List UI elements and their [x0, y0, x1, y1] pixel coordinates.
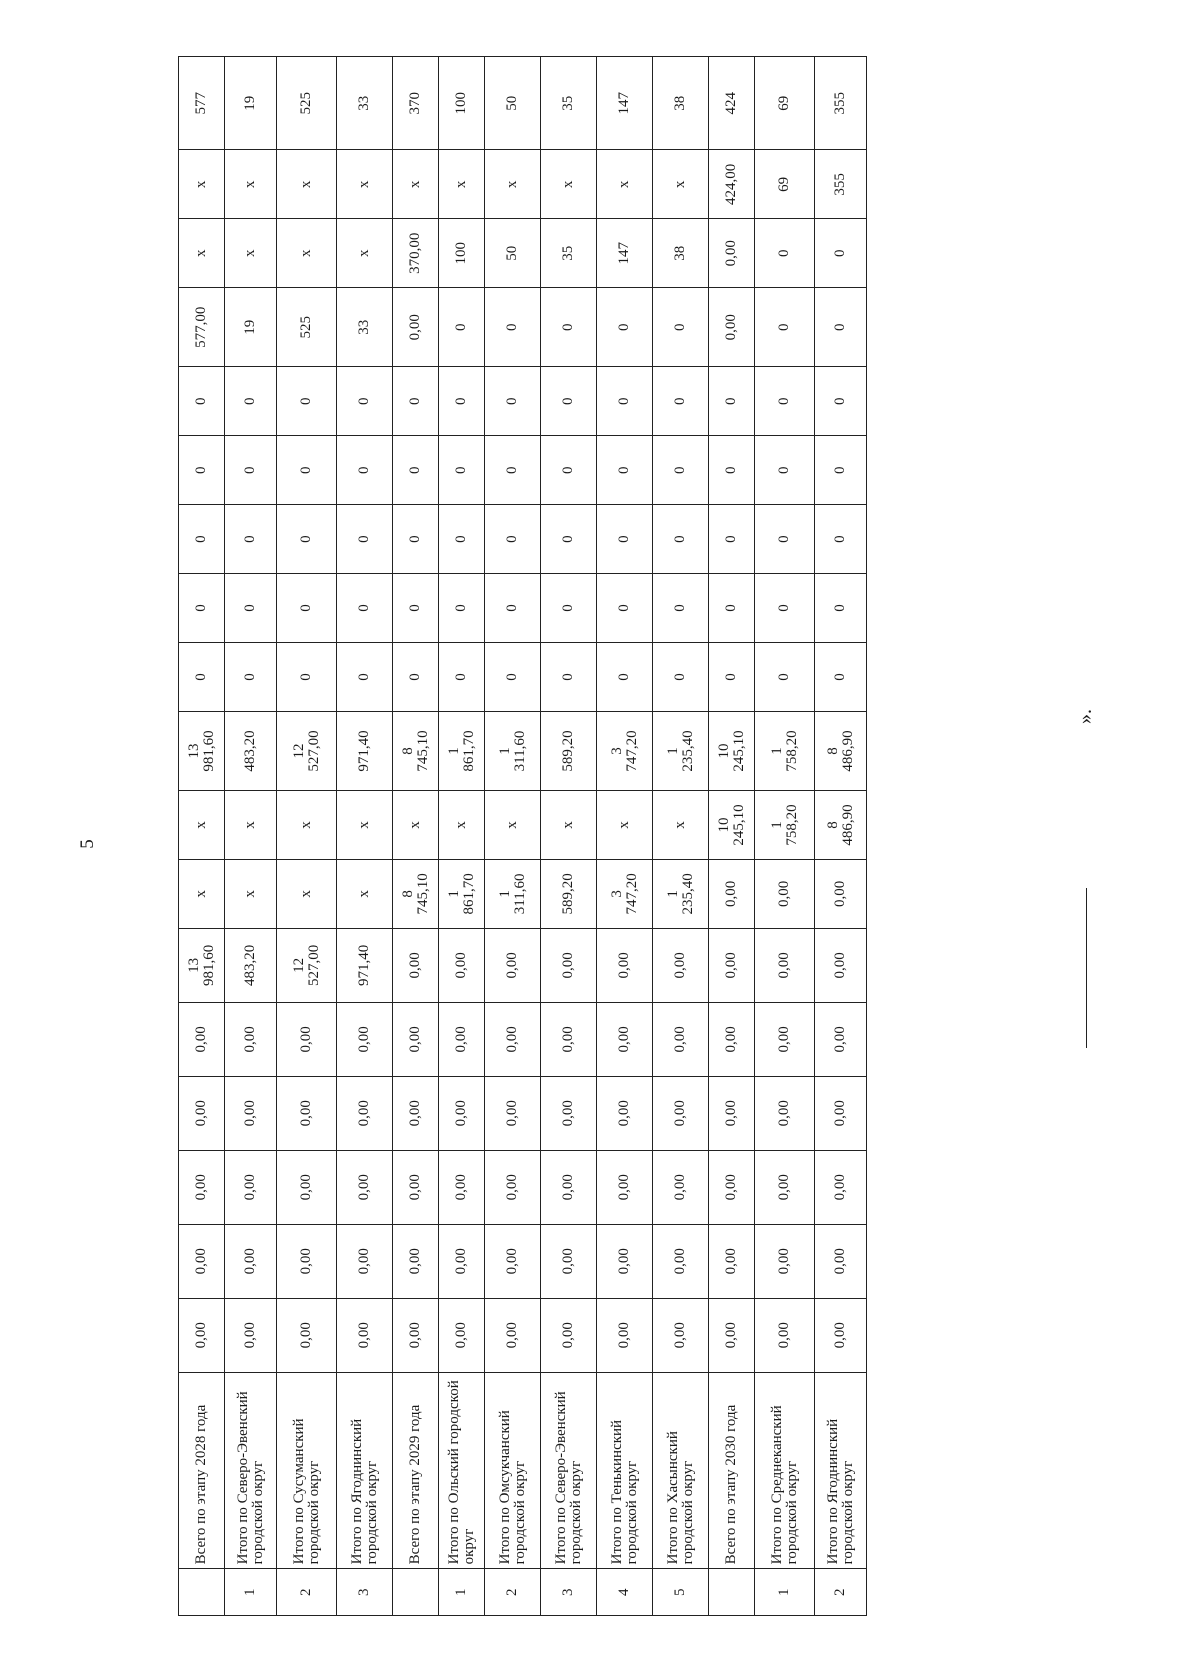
- value-cell: 0: [755, 219, 815, 288]
- table-row: [337, 57, 393, 1616]
- value-cell: 355: [815, 57, 867, 150]
- data-table: [178, 56, 867, 1616]
- value-cell: 0,00: [337, 1002, 393, 1076]
- row-name-cell: Всего по этапу 2028 года: [179, 1372, 225, 1569]
- value-cell: 0,00: [225, 1002, 277, 1076]
- value-cell: 0,00: [653, 1224, 709, 1298]
- value-cell: 10 245,10: [709, 711, 755, 790]
- value-cell: 0: [541, 643, 597, 712]
- row-index-cell: 2: [815, 1569, 867, 1616]
- value-cell: 0: [597, 643, 653, 712]
- value-cell: 0,00: [337, 1150, 393, 1224]
- value-cell: 1 311,60: [485, 859, 541, 928]
- value-cell: 0,00: [393, 1076, 439, 1150]
- value-cell: 0,00: [225, 1224, 277, 1298]
- value-cell: x: [485, 150, 541, 219]
- value-cell: x: [225, 150, 277, 219]
- value-cell: 0: [815, 436, 867, 505]
- value-cell: 0,00: [179, 1150, 225, 1224]
- value-cell: 0: [541, 436, 597, 505]
- value-cell: 0: [225, 643, 277, 712]
- value-cell: 8 745,10: [393, 859, 439, 928]
- value-cell: 0,00: [393, 1002, 439, 1076]
- value-cell: 0: [337, 436, 393, 505]
- value-cell: 0: [393, 505, 439, 574]
- value-cell: 0,00: [815, 1076, 867, 1150]
- value-cell: 147: [597, 219, 653, 288]
- value-cell: 0,00: [709, 219, 755, 288]
- value-cell: 0,00: [179, 1076, 225, 1150]
- value-cell: 0,00: [439, 1224, 485, 1298]
- value-cell: 0: [485, 505, 541, 574]
- value-cell: 424,00: [709, 150, 755, 219]
- value-cell: 483,20: [225, 711, 277, 790]
- value-cell: x: [179, 859, 225, 928]
- value-cell: 100: [439, 57, 485, 150]
- value-cell: 0,00: [439, 928, 485, 1002]
- table-body: [179, 57, 867, 1616]
- value-cell: 0,00: [541, 1002, 597, 1076]
- value-cell: 0: [439, 643, 485, 712]
- value-cell: 1 235,40: [653, 859, 709, 928]
- page-number: 5: [77, 839, 98, 849]
- value-cell: x: [439, 790, 485, 859]
- value-cell: 0: [277, 574, 337, 643]
- value-cell: 0,00: [653, 928, 709, 1002]
- value-cell: 0,00: [393, 1298, 439, 1372]
- value-cell: 0,00: [755, 1002, 815, 1076]
- value-cell: 0: [393, 574, 439, 643]
- value-cell: 0,00: [485, 1150, 541, 1224]
- value-cell: x: [597, 790, 653, 859]
- value-cell: 355: [815, 150, 867, 219]
- value-cell: 0: [709, 643, 755, 712]
- value-cell: 0,00: [439, 1076, 485, 1150]
- value-cell: 0,00: [337, 1298, 393, 1372]
- row-index-cell: [709, 1569, 755, 1616]
- row-name-cell: Итого по Сусуманский городской округ: [277, 1372, 337, 1569]
- value-cell: 0: [439, 288, 485, 367]
- row-index-cell: 1: [755, 1569, 815, 1616]
- value-cell: 0: [653, 505, 709, 574]
- value-cell: 525: [277, 288, 337, 367]
- row-index-cell: [393, 1569, 439, 1616]
- value-cell: 0: [485, 367, 541, 436]
- closing-quote: ».: [1074, 709, 1096, 724]
- value-cell: x: [277, 790, 337, 859]
- table-row: [179, 57, 225, 1616]
- value-cell: 0: [439, 574, 485, 643]
- value-cell: 13 981,60: [179, 928, 225, 1002]
- value-cell: x: [597, 150, 653, 219]
- value-cell: 19: [225, 57, 277, 150]
- value-cell: 13 981,60: [179, 711, 225, 790]
- row-index-cell: 1: [439, 1569, 485, 1616]
- value-cell: 0,00: [541, 1298, 597, 1372]
- value-cell: 33: [337, 288, 393, 367]
- value-cell: 0: [179, 436, 225, 505]
- value-cell: 0: [597, 505, 653, 574]
- value-cell: 0: [179, 643, 225, 712]
- value-cell: x: [277, 859, 337, 928]
- value-cell: 0,00: [337, 1224, 393, 1298]
- value-cell: 0: [225, 436, 277, 505]
- value-cell: 0: [225, 574, 277, 643]
- value-cell: 0: [597, 288, 653, 367]
- value-cell: x: [653, 790, 709, 859]
- value-cell: 0,00: [597, 1150, 653, 1224]
- value-cell: x: [337, 790, 393, 859]
- value-cell: 0: [225, 367, 277, 436]
- value-cell: 0: [337, 367, 393, 436]
- value-cell: 0,00: [541, 1150, 597, 1224]
- value-cell: 0,00: [439, 1002, 485, 1076]
- value-cell: 0: [393, 436, 439, 505]
- value-cell: 971,40: [337, 928, 393, 1002]
- row-name-cell: Всего по этапу 2030 года: [709, 1372, 755, 1569]
- value-cell: 370,00: [393, 219, 439, 288]
- table-row: [541, 57, 597, 1616]
- row-name-cell: Итого по Северо-Эвенский городской округ: [225, 1372, 277, 1569]
- value-cell: 12 527,00: [277, 928, 337, 1002]
- value-cell: 0,00: [653, 1298, 709, 1372]
- value-cell: x: [653, 150, 709, 219]
- value-cell: 0,00: [815, 928, 867, 1002]
- row-name-cell: Итого по Ольский городской округ: [439, 1372, 485, 1569]
- value-cell: 0: [393, 643, 439, 712]
- value-cell: 0,00: [709, 1076, 755, 1150]
- value-cell: 0,00: [439, 1150, 485, 1224]
- value-cell: 0: [337, 574, 393, 643]
- value-cell: 0,00: [815, 1298, 867, 1372]
- value-cell: 0,00: [485, 928, 541, 1002]
- value-cell: 35: [541, 57, 597, 150]
- value-cell: 0,00: [597, 928, 653, 1002]
- value-cell: 0: [815, 288, 867, 367]
- value-cell: 0,00: [755, 1298, 815, 1372]
- row-name-cell: Итого по Омсукчанский городской округ: [485, 1372, 541, 1569]
- value-cell: 577,00: [179, 288, 225, 367]
- value-cell: 0,00: [277, 1298, 337, 1372]
- value-cell: 0: [277, 436, 337, 505]
- value-cell: 0: [439, 436, 485, 505]
- value-cell: 33: [337, 57, 393, 150]
- value-cell: 1 861,70: [439, 859, 485, 928]
- table-row: [597, 57, 653, 1616]
- rotated-table-container: [178, 56, 867, 1616]
- value-cell: 100: [439, 219, 485, 288]
- row-name-cell: Итого по Хасынский городской округ: [653, 1372, 709, 1569]
- row-index-cell: 2: [277, 1569, 337, 1616]
- value-cell: x: [179, 790, 225, 859]
- value-cell: 0,00: [709, 1224, 755, 1298]
- value-cell: 0,00: [393, 288, 439, 367]
- value-cell: 69: [755, 150, 815, 219]
- value-cell: 35: [541, 219, 597, 288]
- value-cell: 0: [277, 505, 337, 574]
- value-cell: 0,00: [485, 1076, 541, 1150]
- row-index-cell: 2: [485, 1569, 541, 1616]
- value-cell: 0: [541, 288, 597, 367]
- value-cell: 0: [485, 436, 541, 505]
- value-cell: 971,40: [337, 711, 393, 790]
- value-cell: 0,00: [439, 1298, 485, 1372]
- value-cell: 0: [709, 436, 755, 505]
- value-cell: x: [337, 859, 393, 928]
- value-cell: 0: [709, 367, 755, 436]
- value-cell: 0,00: [179, 1224, 225, 1298]
- value-cell: 0: [485, 288, 541, 367]
- value-cell: 0: [709, 505, 755, 574]
- value-cell: 0: [439, 505, 485, 574]
- value-cell: 1 235,40: [653, 711, 709, 790]
- value-cell: 0: [225, 505, 277, 574]
- table-row: [709, 57, 755, 1616]
- value-cell: 0: [755, 288, 815, 367]
- table-row: [755, 57, 815, 1616]
- table-row: [815, 57, 867, 1616]
- value-cell: x: [225, 859, 277, 928]
- value-cell: x: [179, 219, 225, 288]
- value-cell: 0: [337, 505, 393, 574]
- value-cell: 0,00: [709, 1150, 755, 1224]
- value-cell: 0: [709, 574, 755, 643]
- row-index-cell: 3: [337, 1569, 393, 1616]
- value-cell: 0,00: [709, 928, 755, 1002]
- value-cell: 0,00: [653, 1076, 709, 1150]
- value-cell: 0: [815, 367, 867, 436]
- value-cell: 8 745,10: [393, 711, 439, 790]
- value-cell: 0: [485, 574, 541, 643]
- value-cell: x: [225, 790, 277, 859]
- value-cell: 0,00: [815, 1224, 867, 1298]
- value-cell: 0: [653, 574, 709, 643]
- value-cell: 0,00: [277, 1150, 337, 1224]
- value-cell: 0: [653, 643, 709, 712]
- value-cell: 483,20: [225, 928, 277, 1002]
- value-cell: 19: [225, 288, 277, 367]
- value-cell: 0,00: [597, 1224, 653, 1298]
- value-cell: 0,00: [179, 1298, 225, 1372]
- row-index-cell: 4: [597, 1569, 653, 1616]
- value-cell: 147: [597, 57, 653, 150]
- row-index-cell: 3: [541, 1569, 597, 1616]
- value-cell: 12 527,00: [277, 711, 337, 790]
- value-cell: x: [393, 790, 439, 859]
- value-cell: 0: [815, 643, 867, 712]
- value-cell: 0,00: [485, 1224, 541, 1298]
- value-cell: x: [337, 219, 393, 288]
- value-cell: 0: [653, 288, 709, 367]
- value-cell: 589,20: [541, 711, 597, 790]
- value-cell: 0,00: [709, 1298, 755, 1372]
- value-cell: 0,00: [485, 1002, 541, 1076]
- value-cell: 0: [179, 574, 225, 643]
- row-name-cell: Итого по Тенькинский городской округ: [597, 1372, 653, 1569]
- value-cell: 0,00: [815, 859, 867, 928]
- value-cell: 0,00: [277, 1076, 337, 1150]
- table-row: [393, 57, 439, 1616]
- table-row: [225, 57, 277, 1616]
- value-cell: 38: [653, 219, 709, 288]
- value-cell: 589,20: [541, 859, 597, 928]
- value-cell: 0,00: [277, 1002, 337, 1076]
- value-cell: 0: [179, 367, 225, 436]
- value-cell: 370: [393, 57, 439, 150]
- value-cell: 0,00: [393, 928, 439, 1002]
- row-name-cell: Всего по этапу 2029 года: [393, 1372, 439, 1569]
- table-row: [485, 57, 541, 1616]
- value-cell: 0,00: [225, 1076, 277, 1150]
- value-cell: 0: [755, 367, 815, 436]
- value-cell: 0: [439, 367, 485, 436]
- value-cell: 0: [179, 505, 225, 574]
- value-cell: 0,00: [653, 1002, 709, 1076]
- value-cell: x: [541, 790, 597, 859]
- value-cell: x: [485, 790, 541, 859]
- value-cell: 0: [597, 367, 653, 436]
- value-cell: 0,00: [597, 1002, 653, 1076]
- value-cell: 0,00: [541, 1224, 597, 1298]
- closing-rule: [1086, 888, 1087, 1048]
- value-cell: 0: [815, 505, 867, 574]
- value-cell: x: [337, 150, 393, 219]
- value-cell: 38: [653, 57, 709, 150]
- value-cell: 0: [653, 436, 709, 505]
- value-cell: 0: [337, 643, 393, 712]
- row-name-cell: Итого по Ягоднинский городской округ: [815, 1372, 867, 1569]
- value-cell: 1 311,60: [485, 711, 541, 790]
- value-cell: 0: [277, 643, 337, 712]
- value-cell: 0: [755, 436, 815, 505]
- value-cell: 0,00: [755, 1076, 815, 1150]
- value-cell: 0: [541, 367, 597, 436]
- value-cell: 0,00: [709, 288, 755, 367]
- value-cell: 0,00: [393, 1150, 439, 1224]
- value-cell: 8 486,90: [815, 790, 867, 859]
- value-cell: 0,00: [815, 1150, 867, 1224]
- value-cell: 0: [277, 367, 337, 436]
- value-cell: x: [277, 219, 337, 288]
- value-cell: 0,00: [597, 1076, 653, 1150]
- value-cell: x: [439, 150, 485, 219]
- value-cell: 0: [597, 574, 653, 643]
- table-row: [653, 57, 709, 1616]
- row-index-cell: 5: [653, 1569, 709, 1616]
- value-cell: x: [277, 150, 337, 219]
- value-cell: 0,00: [337, 1076, 393, 1150]
- value-cell: 3 747,20: [597, 711, 653, 790]
- value-cell: 0,00: [541, 928, 597, 1002]
- value-cell: 0,00: [277, 1224, 337, 1298]
- value-cell: 0,00: [225, 1150, 277, 1224]
- row-name-cell: Итого по Северо-Эвенский городской округ: [541, 1372, 597, 1569]
- value-cell: 69: [755, 57, 815, 150]
- value-cell: 1 758,20: [755, 790, 815, 859]
- value-cell: 3 747,20: [597, 859, 653, 928]
- value-cell: 0: [541, 574, 597, 643]
- value-cell: 50: [485, 219, 541, 288]
- value-cell: 0,00: [815, 1002, 867, 1076]
- value-cell: 0: [815, 574, 867, 643]
- value-cell: 0: [485, 643, 541, 712]
- value-cell: 0: [541, 505, 597, 574]
- value-cell: 50: [485, 57, 541, 150]
- value-cell: 0: [755, 574, 815, 643]
- value-cell: x: [179, 150, 225, 219]
- value-cell: 0,00: [709, 859, 755, 928]
- value-cell: 0,00: [755, 928, 815, 1002]
- value-cell: 8 486,90: [815, 711, 867, 790]
- value-cell: 0,00: [597, 1298, 653, 1372]
- value-cell: 10 245,10: [709, 790, 755, 859]
- value-cell: 0,00: [709, 1002, 755, 1076]
- value-cell: 0,00: [393, 1224, 439, 1298]
- value-cell: 0,00: [225, 1298, 277, 1372]
- value-cell: 0,00: [541, 1076, 597, 1150]
- value-cell: 0,00: [485, 1298, 541, 1372]
- value-cell: 0: [755, 643, 815, 712]
- value-cell: 1 861,70: [439, 711, 485, 790]
- row-name-cell: Итого по Среднеканский городской округ: [755, 1372, 815, 1569]
- value-cell: 424: [709, 57, 755, 150]
- value-cell: 0: [755, 505, 815, 574]
- value-cell: 0,00: [179, 1002, 225, 1076]
- table-row: [439, 57, 485, 1616]
- value-cell: 525: [277, 57, 337, 150]
- value-cell: x: [393, 150, 439, 219]
- table-row: [277, 57, 337, 1616]
- value-cell: 0: [597, 436, 653, 505]
- value-cell: 0: [815, 219, 867, 288]
- value-cell: 0,00: [755, 1150, 815, 1224]
- value-cell: x: [225, 219, 277, 288]
- row-index-cell: [179, 1569, 225, 1616]
- value-cell: 577: [179, 57, 225, 150]
- value-cell: 1 758,20: [755, 711, 815, 790]
- value-cell: 0,00: [653, 1150, 709, 1224]
- value-cell: x: [541, 150, 597, 219]
- value-cell: 0,00: [755, 859, 815, 928]
- row-index-cell: 1: [225, 1569, 277, 1616]
- value-cell: 0: [653, 367, 709, 436]
- row-name-cell: Итого по Ягоднинский городской округ: [337, 1372, 393, 1569]
- value-cell: 0,00: [755, 1224, 815, 1298]
- value-cell: 0: [393, 367, 439, 436]
